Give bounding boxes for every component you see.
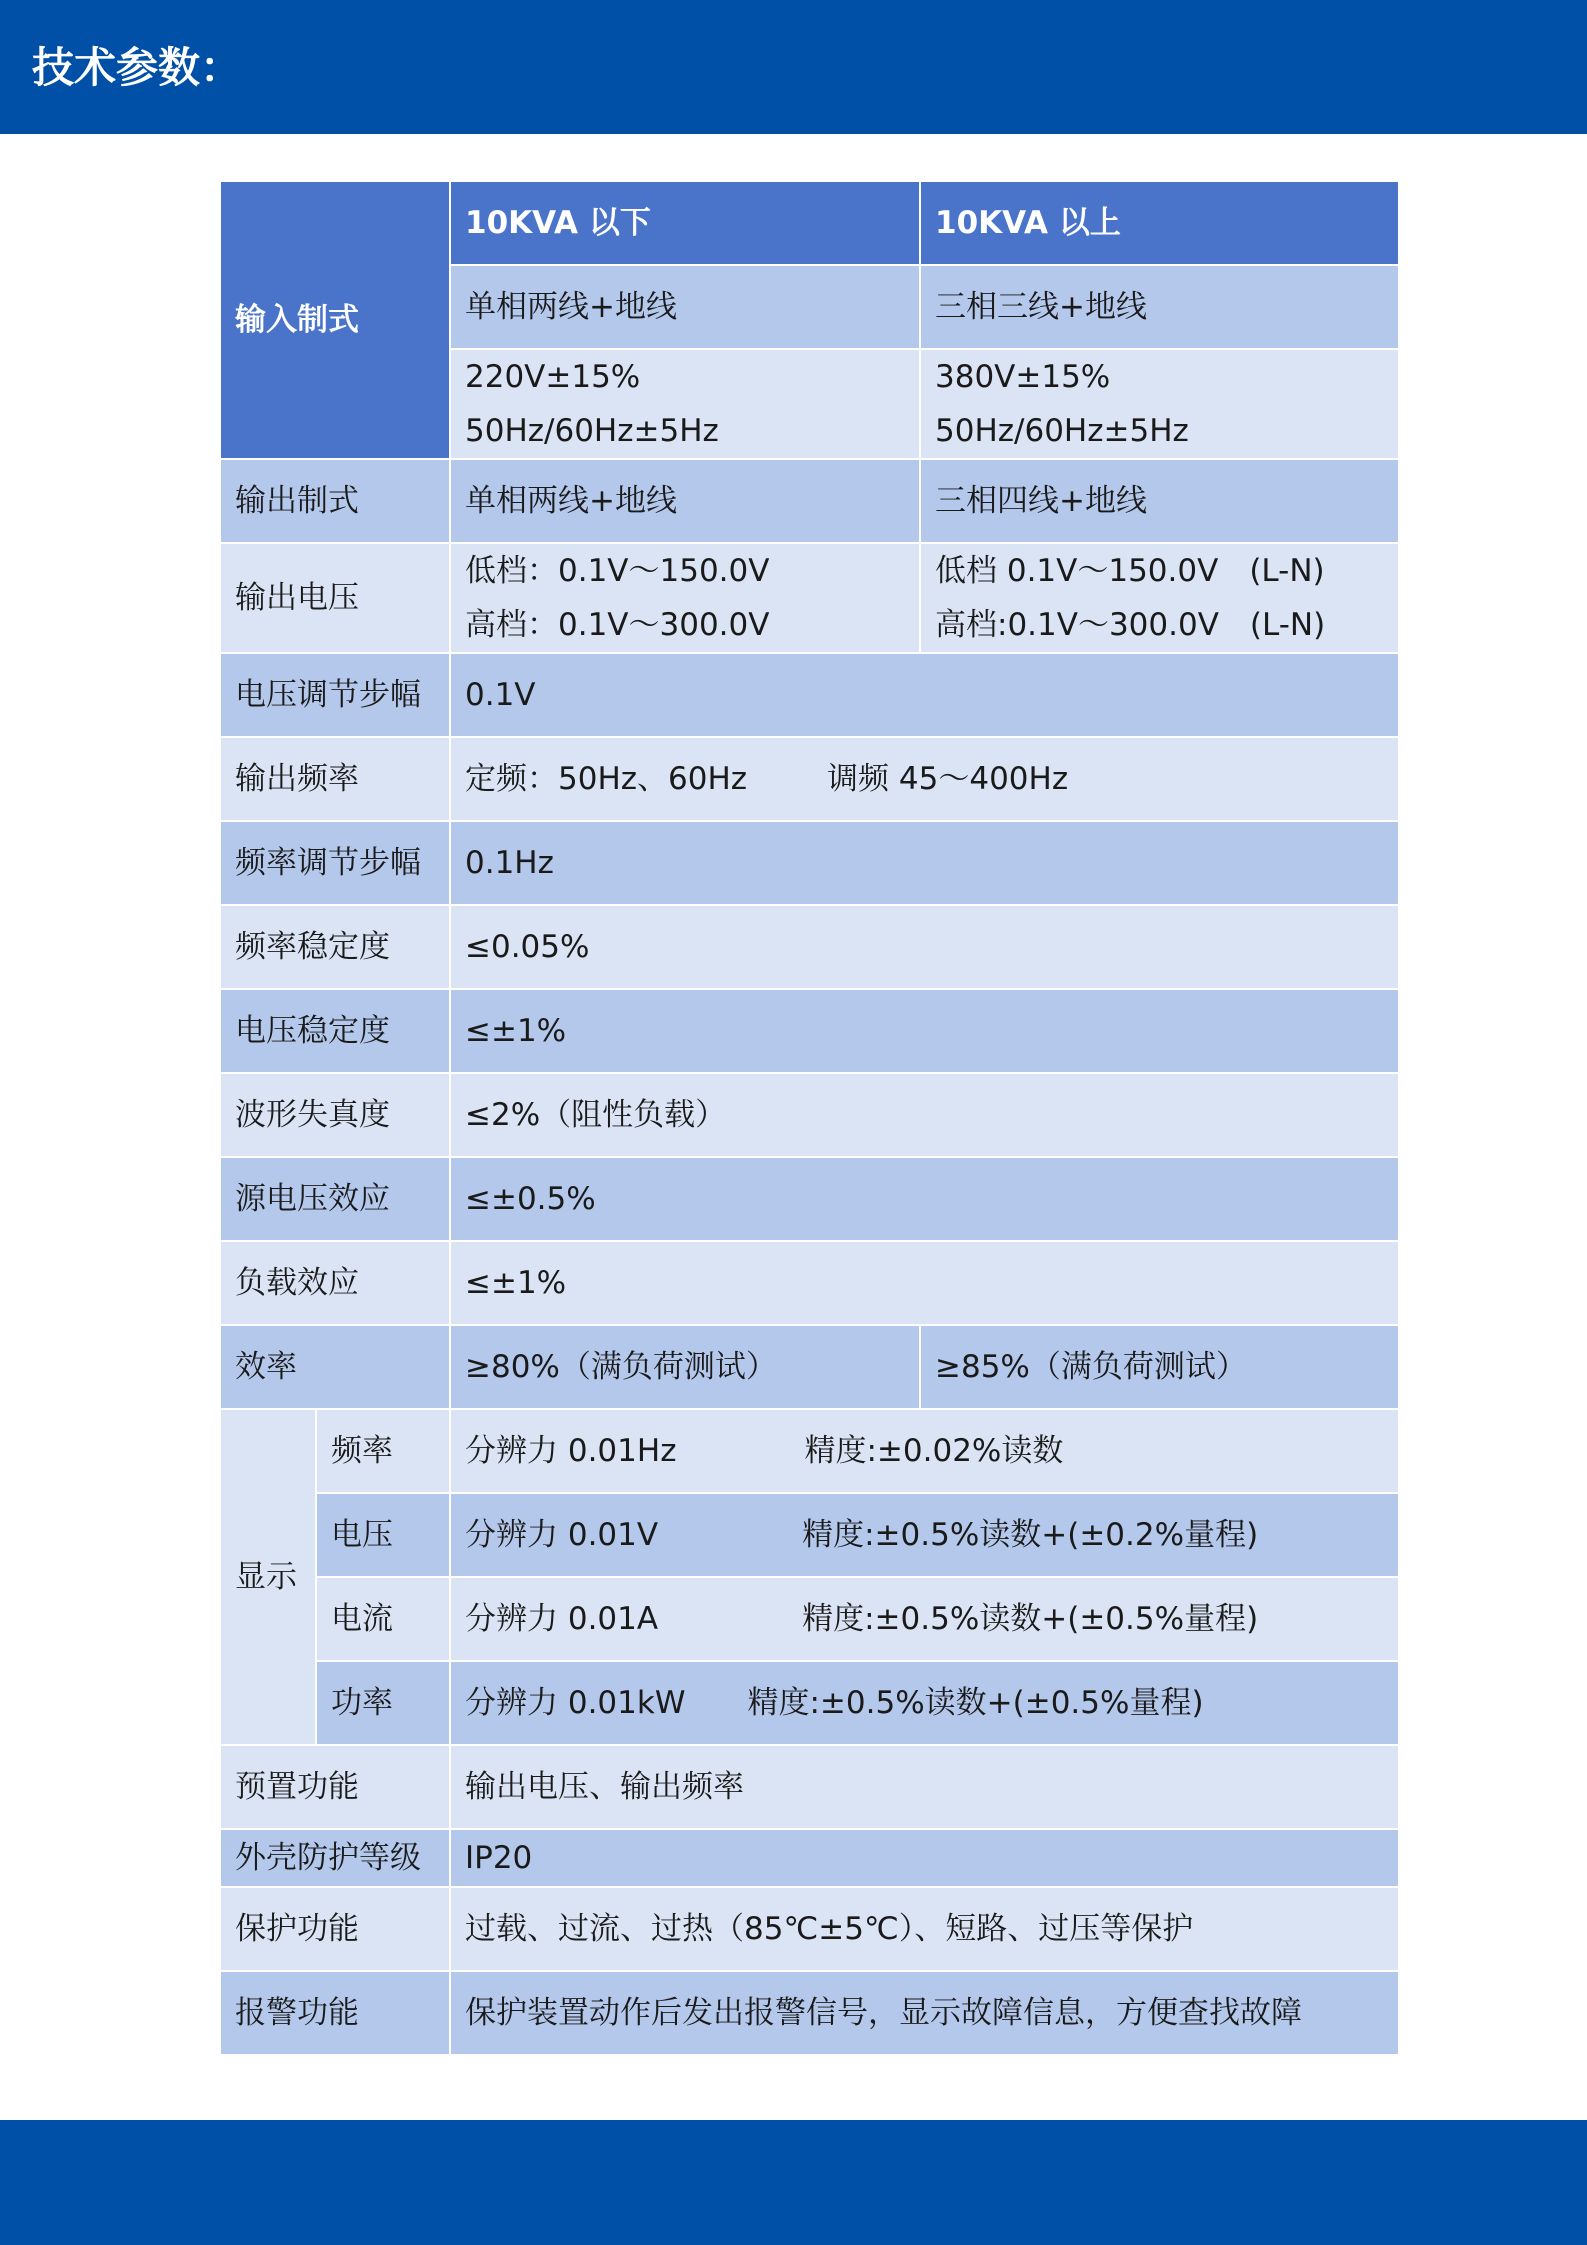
table-row — [220, 821, 1399, 905]
cell-text: 精度:±0.02%读数 — [804, 1433, 1064, 1469]
table-row — [220, 1829, 1399, 1887]
cell-text: 分辨力 0.01V — [465, 1517, 659, 1553]
cell-input-spec-above — [920, 349, 1399, 459]
row-label-frequency-step: 频率调节步幅 — [220, 821, 450, 905]
cell-input-wiring-below: 单相两线+地线 — [450, 265, 920, 349]
row-label-efficiency: 效率 — [220, 1325, 450, 1409]
cell-text: 分辨力 0.01Hz — [465, 1433, 677, 1469]
table-row — [220, 1325, 1399, 1409]
cell-alarm: 保护装置动作后发出报警信号，显示故障信息，方便查找故障 — [450, 1971, 1399, 2055]
header-band — [0, 0, 1587, 134]
row-label-waveform-distortion: 波形失真度 — [220, 1073, 450, 1157]
cell-protection: 过载、过流、过热（85℃±5℃）、短路、过压等保护 — [450, 1887, 1399, 1971]
row-label-output-voltage: 输出电压 — [220, 543, 450, 653]
row-label-alarm: 报警功能 — [220, 1971, 450, 2055]
cell-text: 精度:±0.5%读数+(±0.5%量程) — [802, 1601, 1259, 1637]
cell-output-voltage-below — [450, 543, 920, 653]
table-row — [220, 459, 1399, 543]
cell-input-wiring-above: 三相三线+地线 — [920, 265, 1399, 349]
row-label-output-frequency: 输出频率 — [220, 737, 450, 821]
cell-text: 分辨力 0.01A — [465, 1601, 659, 1637]
cell-voltage-step: 0.1V — [450, 653, 1399, 737]
table-row — [220, 1661, 1399, 1745]
table-row — [220, 905, 1399, 989]
cell-efficiency-above: ≥85%（满负荷测试） — [920, 1325, 1399, 1409]
cell-text: 220V±15% — [465, 359, 641, 395]
display-sub-label: 电流 — [316, 1577, 450, 1661]
cell-text: 精度:±0.5%读数+(±0.5%量程) — [747, 1685, 1204, 1721]
row-label-display: 显示 — [220, 1409, 316, 1745]
cell-frequency-stability: ≤0.05% — [450, 905, 1399, 989]
cell-efficiency-below: ≥80%（满负荷测试） — [450, 1325, 920, 1409]
table-row — [220, 1971, 1399, 2055]
page-title: 技术参数： — [32, 43, 243, 92]
row-label-voltage-stability: 电压稳定度 — [220, 989, 450, 1073]
cell-text: 分辨力 0.01kW — [465, 1685, 686, 1721]
cell-display-frequency — [450, 1409, 1399, 1493]
table-row — [220, 653, 1399, 737]
table-row — [220, 1157, 1399, 1241]
cell-voltage-stability: ≤±1% — [450, 989, 1399, 1073]
cell-text: 低档：0.1V～150.0V — [465, 553, 770, 589]
cell-load-effect: ≤±1% — [450, 1241, 1399, 1325]
table-row — [220, 989, 1399, 1073]
table-row — [220, 1409, 1399, 1493]
cell-output-mode-below: 单相两线+地线 — [450, 459, 920, 543]
cell-waveform-distortion: ≤2%（阻性负载） — [450, 1073, 1399, 1157]
table-row — [220, 1493, 1399, 1577]
column-header-above-10kva: 10KVA 以上 — [920, 181, 1399, 265]
display-sub-label: 频率 — [316, 1409, 450, 1493]
column-header-below-10kva: 10KVA 以下 — [450, 181, 920, 265]
row-label-output-mode: 输出制式 — [220, 459, 450, 543]
row-label-protection: 保护功能 — [220, 1887, 450, 1971]
table-row — [220, 181, 1399, 265]
cell-text: 高档：0.1V～300.0V — [465, 607, 770, 643]
table-row — [220, 1887, 1399, 1971]
cell-enclosure: IP20 — [450, 1829, 1399, 1887]
cell-output-mode-above: 三相四线+地线 — [920, 459, 1399, 543]
row-label-input-mode: 输入制式 — [220, 181, 450, 459]
row-label-voltage-step: 电压调节步幅 — [220, 653, 450, 737]
cell-source-effect: ≤±0.5% — [450, 1157, 1399, 1241]
cell-input-spec-below — [450, 349, 920, 459]
display-sub-label: 电压 — [316, 1493, 450, 1577]
table-row — [220, 543, 1399, 653]
row-label-enclosure: 外壳防护等级 — [220, 1829, 450, 1887]
cell-display-current — [450, 1577, 1399, 1661]
row-label-preset: 预置功能 — [220, 1745, 450, 1829]
cell-text: 低档 0.1V～150.0V (L-N) — [935, 553, 1325, 589]
cell-display-voltage — [450, 1493, 1399, 1577]
table-row — [220, 1577, 1399, 1661]
display-sub-label: 功率 — [316, 1661, 450, 1745]
row-label-load-effect: 负载效应 — [220, 1241, 450, 1325]
table-row — [220, 1745, 1399, 1829]
cell-text: 50Hz/60Hz±5Hz — [465, 413, 719, 449]
cell-output-voltage-above — [920, 543, 1399, 653]
cell-output-frequency — [450, 737, 1399, 821]
cell-display-power — [450, 1661, 1399, 1745]
row-label-frequency-stability: 频率稳定度 — [220, 905, 450, 989]
cell-text: 50Hz/60Hz±5Hz — [935, 413, 1189, 449]
cell-frequency-step: 0.1Hz — [450, 821, 1399, 905]
cell-text: 高档:0.1V～300.0V (L-N) — [935, 607, 1326, 643]
cell-preset: 输出电压、输出频率 — [450, 1745, 1399, 1829]
spec-table — [219, 180, 1400, 2056]
table-row — [220, 737, 1399, 821]
cell-text: 调频 45～400Hz — [827, 761, 1069, 797]
table-row — [220, 1073, 1399, 1157]
row-label-source-effect: 源电压效应 — [220, 1157, 450, 1241]
footer-band — [0, 2120, 1587, 2245]
table-row — [220, 1241, 1399, 1325]
cell-text: 精度:±0.5%读数+(±0.2%量程) — [802, 1517, 1259, 1553]
cell-text: 定频：50Hz、60Hz — [465, 761, 748, 797]
cell-text: 380V±15% — [935, 359, 1111, 395]
